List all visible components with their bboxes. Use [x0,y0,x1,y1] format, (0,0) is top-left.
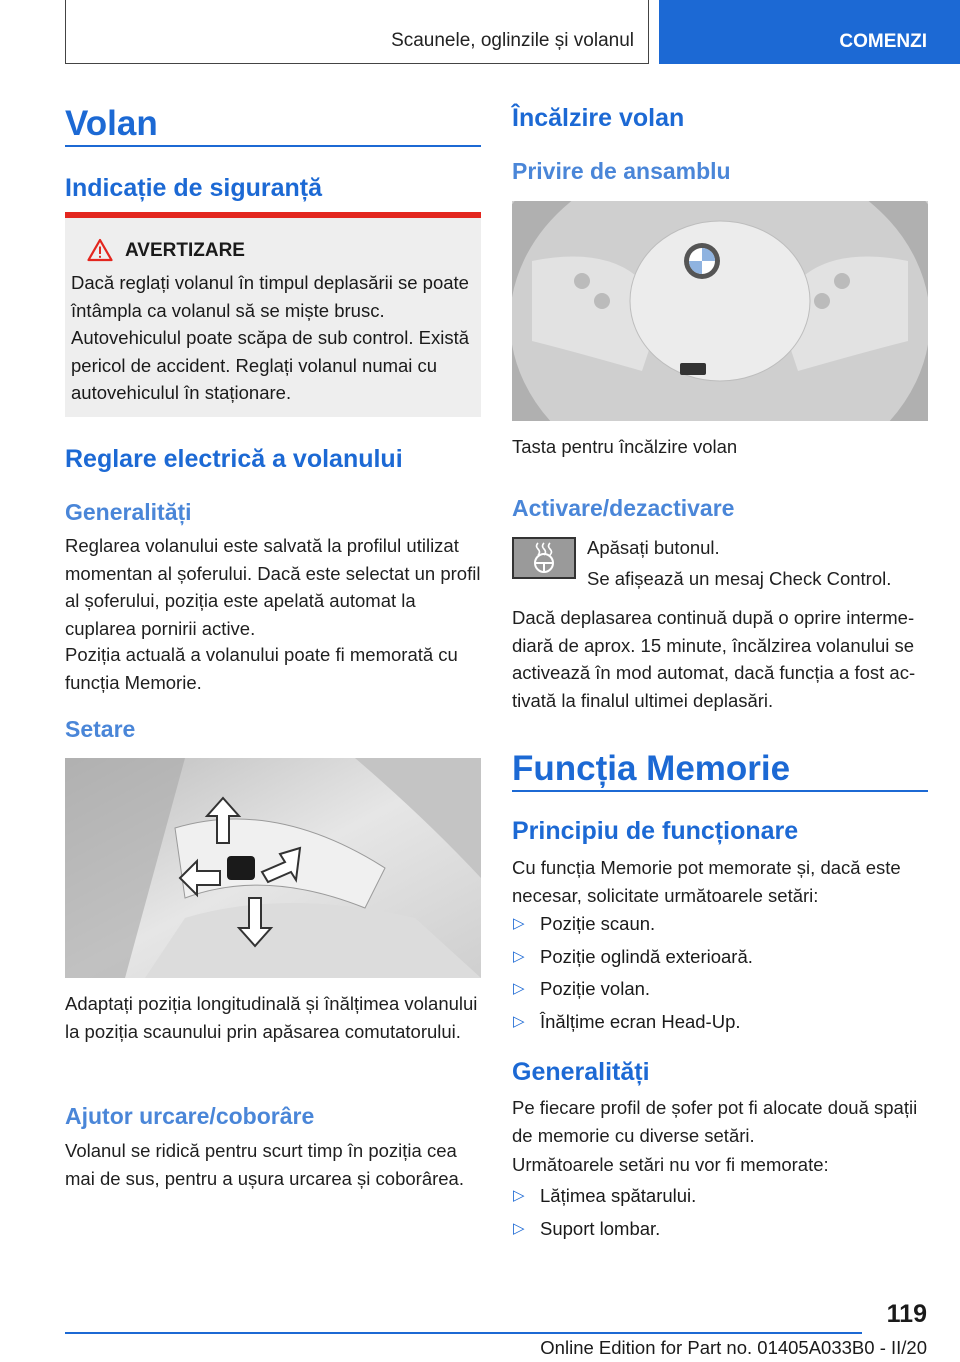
ajutor-heading: Ajutor urcare/coborâre [65,1103,315,1129]
header-section-tab [65,0,649,64]
list-item: ▷ Lățimea spătarului. [512,1180,928,1213]
activation-paragraph: Dacă deplasarea continuă după o oprire intermediară de aprox. 15 minute, încălzirea volanului se activează în mod automat, dacă funcția a fost activată la finalul ultimei deplasări. [512,607,916,711]
page-title-volan: Volan [65,104,158,143]
list-item: ▷ Suport lombar. [512,1213,928,1246]
overview-caption: Tasta pentru încălzire volan [512,436,738,457]
list-item: ▷ Poziție volan. [512,973,928,1006]
ajutor-paragraph: Volanul se ridică pentru scurt timp în poziția cea mai de sus, pentru a ușura urcarea și coborârea. [65,1140,464,1189]
header-chapter-title: COMENZI [839,31,927,52]
triangle-bullet-icon: ▷ [513,915,525,932]
electric-adjust-heading: Reglare electrică a volanului [65,445,403,473]
overview-heading: Privire de ansamblu [512,158,731,184]
steering-wheel-image [512,201,928,421]
steering-adjust-switch-image [65,758,481,978]
setare-caption: Adaptați poziția longitudinală și înălțimea volanului la poziția scaunului prin apăsarea comutatorului. [65,993,478,1042]
triangle-bullet-icon: ▷ [513,980,525,997]
general2-paragraph-2: Următoarele setări nu vor fi memorate: [512,1154,829,1175]
page-number: 119 [886,1300,927,1328]
activation-step-2: Se afișează un mesaj Check Control. [587,568,892,589]
warning-triangle-icon [87,238,113,262]
steering-heating-button-icon [512,537,576,579]
general2-paragraph-1: Pe fiecare profil de șofer pot fi alocate două spații de memorie cu diverse setări. [512,1097,918,1146]
principle-heading: Principiu de funcționare [512,817,799,845]
heating-title: Încălzire volan [512,104,685,132]
triangle-bullet-icon: ▷ [513,1012,525,1030]
header-chapter-tab [659,0,960,64]
warning-box [65,218,481,417]
warning-text: Dacă reglați volanul în timpul deplasării se poate întâmpla ca volanul să se miște brusc. Autovehiculul poate scăpa de sub control. Există pericol de accident. Reglați volanul numai cu autovehiculul în staționare. [71,272,469,403]
general-heading: Generalități [65,499,192,525]
memory-title-rule [512,790,928,792]
triangle-bullet-icon: ▷ [513,1187,525,1204]
memory-title: Funcția Memorie [512,749,791,788]
warning-label: AVERTIZARE [125,240,245,261]
triangle-bullet-icon: ▷ [513,947,525,965]
principle-paragraph: Cu funcția Memorie pot memorate și, dacă este necesar, solicitate următoarele setări: [512,857,901,906]
header-section-title: Scaunele, oglinzile și volanul [391,30,634,51]
triangle-bullet-icon: ▷ [513,1219,525,1237]
list-item: ▷ Poziție scaun. [512,908,928,941]
general2-list [512,1180,928,1245]
footer-edition: Online Edition for Part no. 01405A033B0 - II/20 [540,1337,927,1358]
general-paragraph-2: Poziția actuală a volanului poate fi memorată cu funcția Memorie. [65,644,458,693]
footer-rule [65,1332,862,1334]
activation-step-1: Apăsați butonul. [587,537,720,558]
general-paragraph-1: Reglarea volanului este salvată la profilul utilizat momentan al șoferului. Dacă este selectat un profil al șoferului, poziția este apelată automat la cuplarea pornirii active. [65,535,481,639]
safety-heading: Indicație de siguranță [65,174,323,202]
title-rule [65,145,481,147]
general2-heading: Generalități [512,1058,650,1086]
principle-list [512,908,928,1038]
list-item: ▷ Înălțime ecran Head-Up. [512,1006,928,1039]
activation-heading: Activare/dezactivare [512,495,735,521]
setare-heading: Setare [65,716,136,742]
list-item: ▷ Poziție oglindă exterioară. [512,941,928,974]
